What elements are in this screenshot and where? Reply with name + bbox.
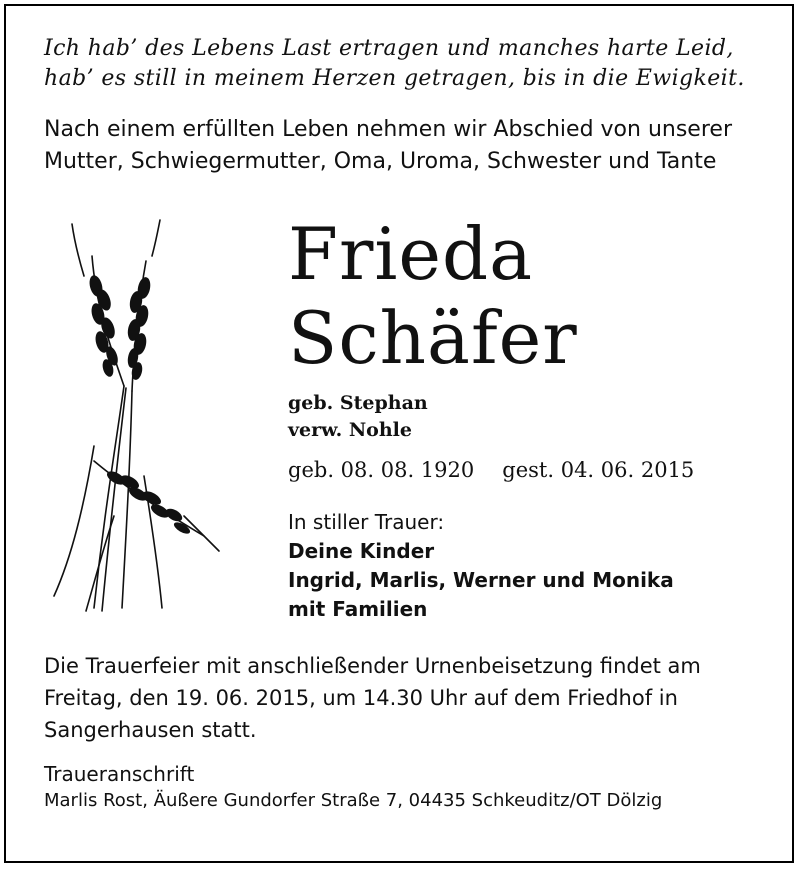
intro-line-1: Nach einem erfüllten Leben nehmen wir Abschied von unserer [44, 117, 732, 142]
birth-name: geb. Stephan [288, 392, 428, 414]
motto-line-1: Ich hab’ des Lebens Last ertragen und manches harte Leid, [44, 36, 734, 61]
birth-date: geb. 08. 08. 1920 [288, 458, 475, 482]
death-date: gest. 04. 06. 2015 [502, 458, 695, 482]
deceased-name [288, 212, 578, 380]
maiden-and-widowed-names [288, 390, 428, 444]
ceremony-line-3: Sangerhausen statt. [44, 718, 257, 742]
last-name: Schäfer [288, 296, 578, 380]
widowed-name: verw. Nohle [288, 419, 412, 441]
mourners-line-1: Deine Kinder [288, 539, 435, 563]
motto-line-2: hab’ es still in meinem Herzen getragen, bis in die Ewigkeit. [44, 66, 745, 91]
motto-verse [44, 34, 774, 94]
address-label: Traueranschrift [44, 762, 195, 786]
life-dates [288, 455, 694, 485]
mourners-line-2: Ingrid, Marlis, Werner und Monika [288, 568, 674, 592]
ceremony-line-2: Freitag, den 19. 06. 2015, um 14.30 Uhr auf dem Friedhof in [44, 686, 678, 710]
ceremony-line-1: Die Trauerfeier mit anschließender Urnenbeisetzung findet am [44, 654, 701, 678]
first-name: Frieda [288, 212, 534, 296]
intro-line-2: Mutter, Schwiegermutter, Oma, Uroma, Schwester und Tante [44, 149, 717, 174]
wheat-ears-icon [34, 216, 224, 616]
mourners-line-3: mit Familien [288, 597, 428, 621]
mourners-heading: In stiller Trauer: [288, 510, 445, 534]
ceremony-info [44, 650, 774, 746]
intro-text [44, 114, 774, 178]
mourning-address: Marlis Rost, Äußere Gundorfer Straße 7, 04435 Schkeuditz/OT Dölzig [44, 790, 663, 811]
mourners-block [288, 508, 674, 624]
